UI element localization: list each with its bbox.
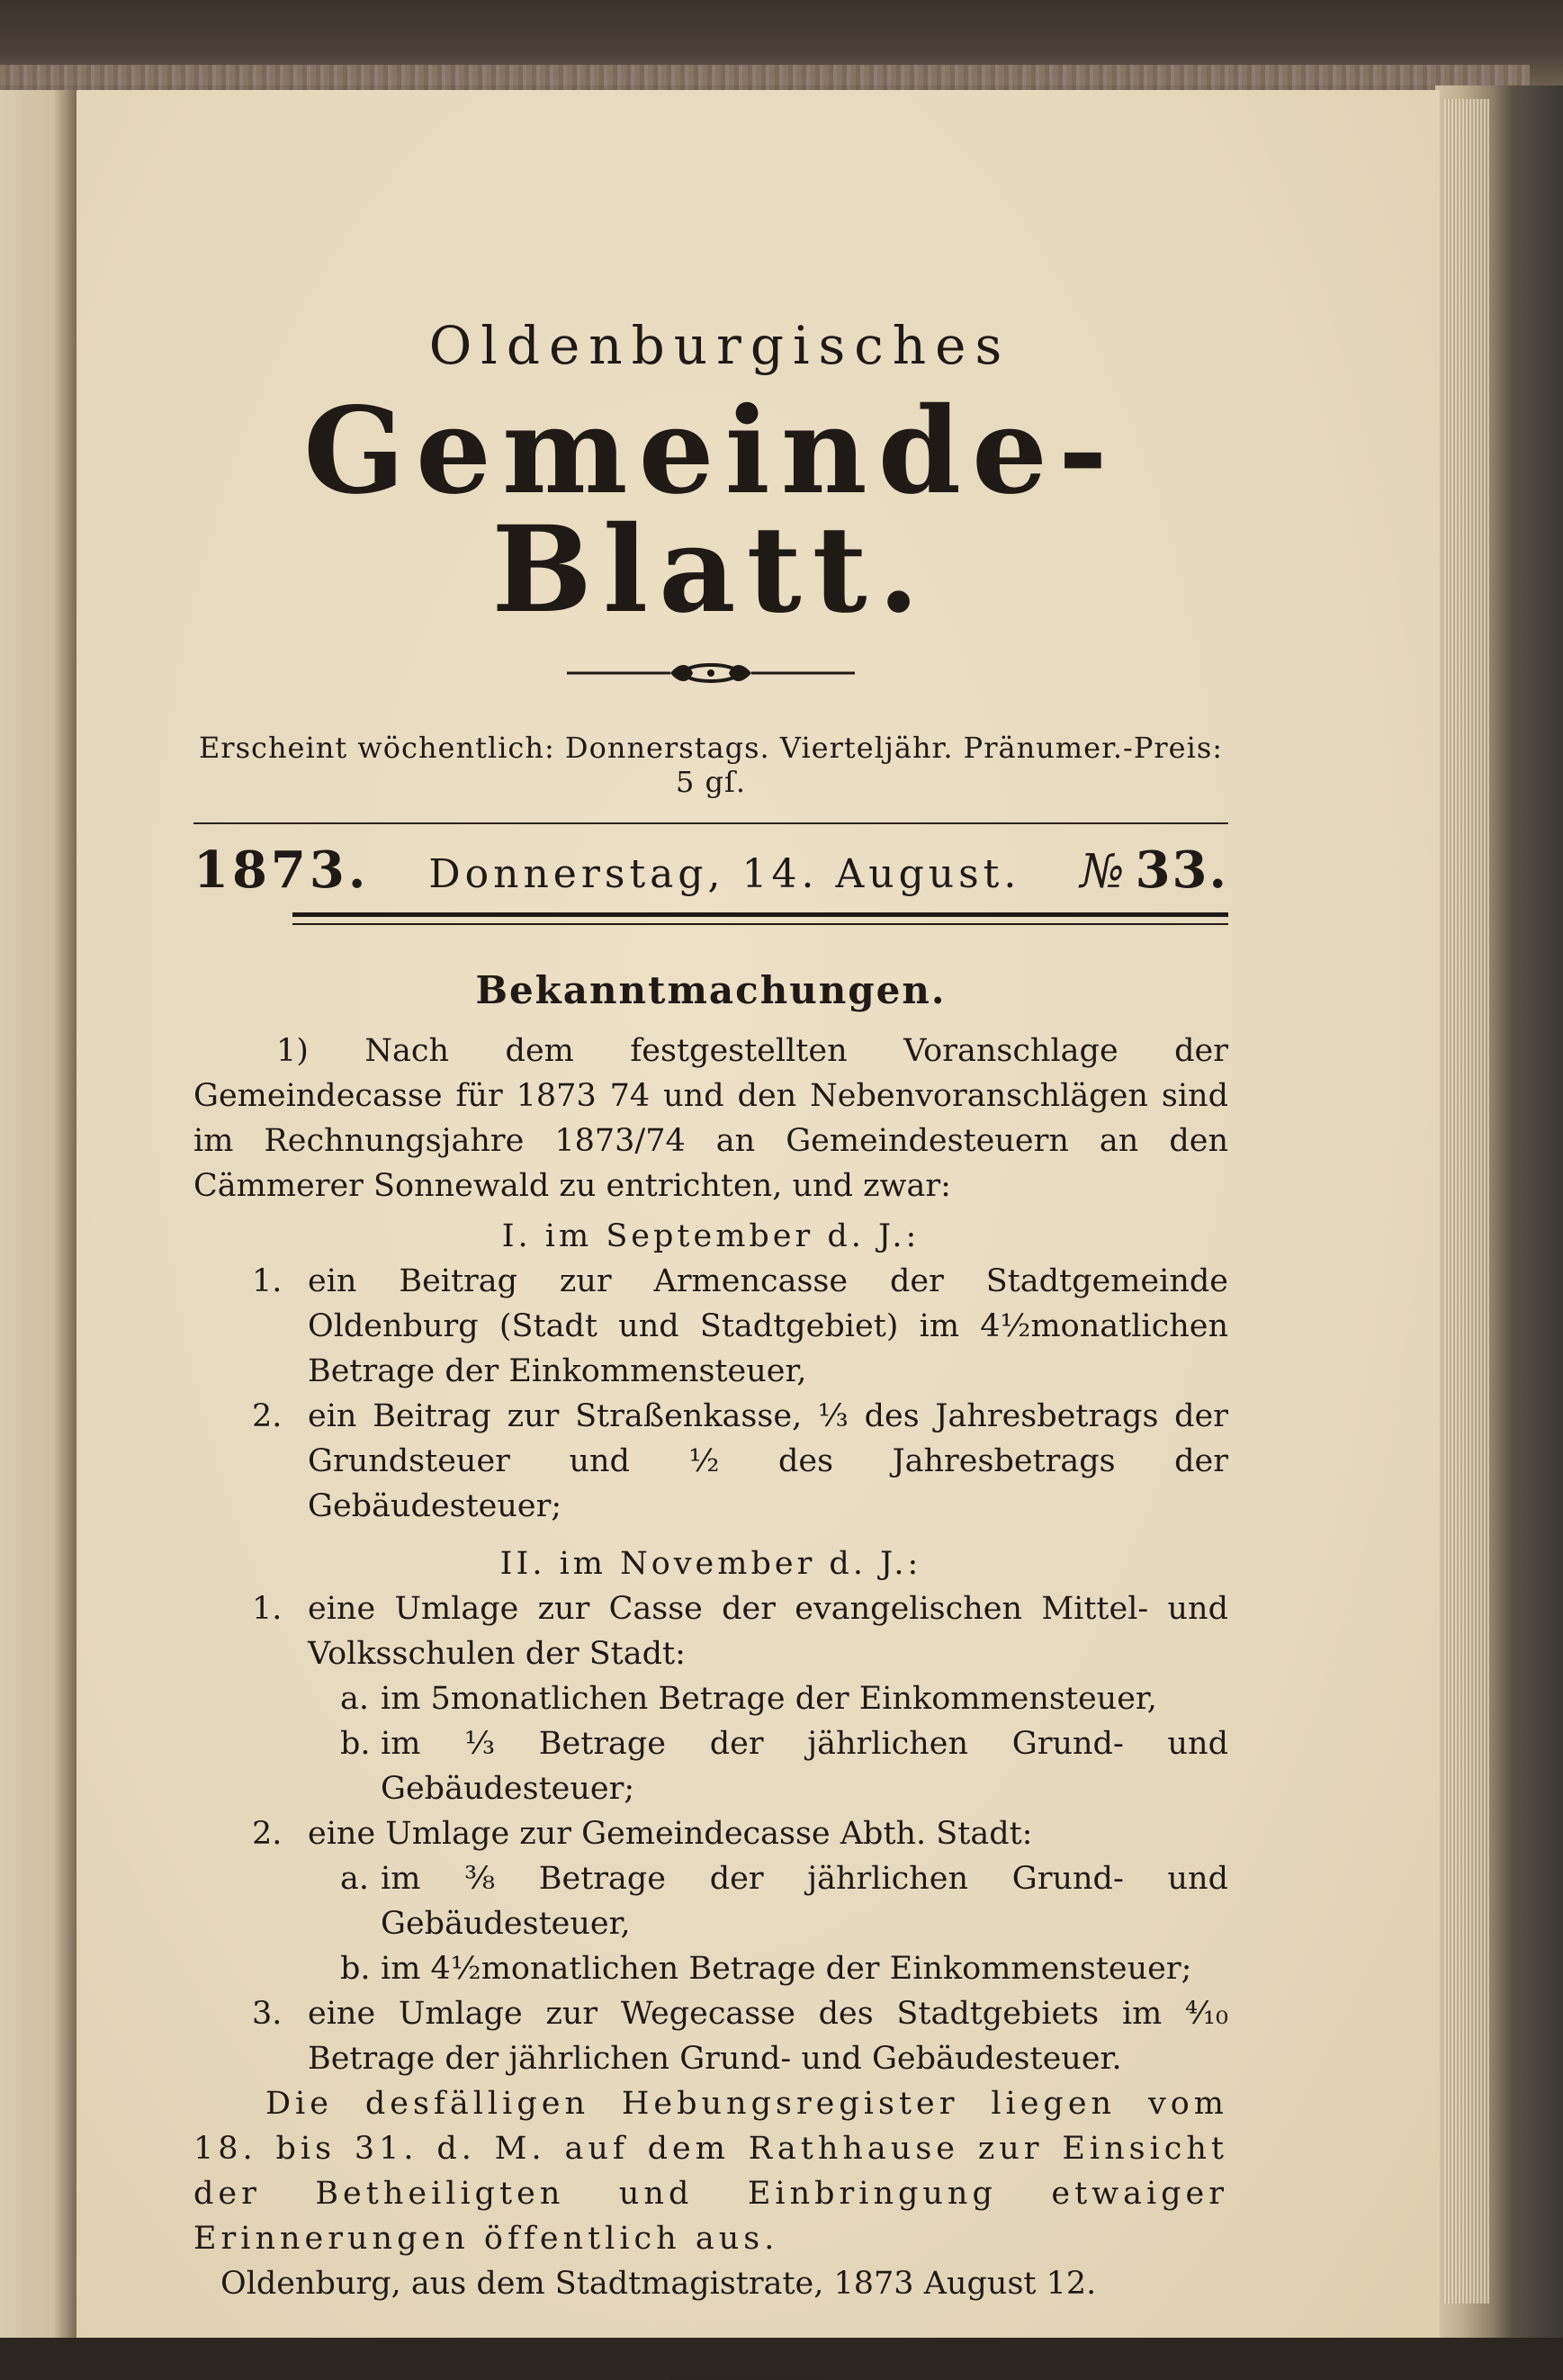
sub-list-item: [193, 1856, 1228, 1946]
masthead-title: Gemeinde-Blatt.: [303, 382, 1118, 640]
part2-heading: II. im November d. J.:: [499, 1546, 922, 1582]
issue-number: [1080, 840, 1228, 900]
list-item: [193, 1991, 1228, 2081]
closing-paragraph: Die desfälligen Hebungsregister liegen vom 18. bis 31. d. M. auf dem Rathhause zur Einsicht der Betheiligten und Einbringung etwaiger Erinnerungen öffentlich aus.: [193, 2086, 1228, 2257]
list-item: [193, 1259, 1228, 1394]
publication-info: Erscheint wöchentlich: Donnerstags. Vierteljähr. Pränumer.-Preis: 5 gſ.: [198, 731, 1224, 799]
issue-number-label: №: [1080, 845, 1127, 899]
item-number: 2.: [252, 1398, 283, 1434]
sub-item-text: im ⅓ Betrage der jährlichen Grund- und Gebäudesteuer;: [381, 1726, 1228, 1807]
masthead-subtitle: Oldenburgisches: [428, 315, 1011, 376]
list-item: [193, 1394, 1228, 1529]
left-page-edge: [0, 90, 76, 2338]
sub-list-item: [193, 1676, 1228, 1721]
page-stack-edge: [1444, 99, 1489, 2304]
item-number: 3.: [252, 1996, 283, 2032]
item-text: eine Umlage zur Wegecasse des Stadtgebiets im ⁴⁄₁₀ Betrage der jährlichen Grund- und Gebäudesteuer.: [308, 1996, 1228, 2077]
rule-divider: [193, 822, 1228, 824]
sub-list-item: [193, 1721, 1228, 1811]
sub-list-item: [193, 1946, 1228, 1991]
item-number: 1.: [252, 1263, 283, 1299]
item-text: eine Umlage zur Gemeindecasse Abth. Stadt:: [308, 1816, 1033, 1852]
sub-item-letter: a.: [340, 1861, 369, 1897]
double-rule-divider: [292, 912, 1228, 925]
list-item: [193, 1586, 1228, 1676]
signature-line: Oldenburg, aus dem Stadtmagistrate, 1873 August 12.: [220, 2266, 1097, 2302]
part1-heading: I. im September d. J.:: [501, 1218, 921, 1254]
issue-year: 1873.: [193, 840, 370, 900]
sub-item-letter: a.: [340, 1681, 369, 1717]
item-text: eine Umlage zur Casse der evangelischen Mittel- und Volksschulen der Stadt:: [308, 1591, 1228, 1672]
item-number: 1.: [252, 1591, 283, 1627]
issue-date: Donnerstag, 14. August.: [428, 851, 1021, 897]
sub-item-text: im ⅜ Betrage der jährlichen Grund- und Gebäudesteuer,: [381, 1861, 1228, 1942]
ornament-divider-icon: [562, 655, 859, 691]
section-title: Bekanntmachungen.: [475, 968, 947, 1012]
list-item: [193, 1811, 1228, 1856]
page-content: [193, 315, 1228, 2380]
newspaper-page: [76, 90, 1440, 2338]
item-number: 2.: [252, 1816, 283, 1852]
item-text: ein Beitrag zur Armencasse der Stadtgemeinde Oldenburg (Stadt und Stadtgebiet) im 4½monatlichen Betrage der Einkommensteuer,: [308, 1263, 1228, 1389]
issue-number-value: 33.: [1135, 840, 1228, 900]
sub-item-text: im 5monatlichen Betrage der Einkommensteuer,: [381, 1681, 1157, 1717]
sub-item-letter: b.: [340, 1951, 371, 1987]
intro-paragraph: 1) Nach dem festgestellten Voranschlage der Gemeindecasse für 1873 74 und den Nebenvoranschlägen sind im Rechnungsjahre 1873/74 an Gemeindesteuern an den Cämmerer Sonnewald zu entrichten, und zwar:: [193, 1033, 1228, 1204]
dateline: [193, 840, 1228, 900]
sub-item-text: im 4½monatlichen Betrage der Einkommensteuer;: [381, 1951, 1192, 1987]
item-text: ein Beitrag zur Straßenkasse, ⅓ des Jahresbetrags der Grundsteuer und ½ des Jahresbetrags der Gebäudesteuer;: [308, 1398, 1228, 1524]
sub-item-letter: b.: [340, 1726, 371, 1762]
